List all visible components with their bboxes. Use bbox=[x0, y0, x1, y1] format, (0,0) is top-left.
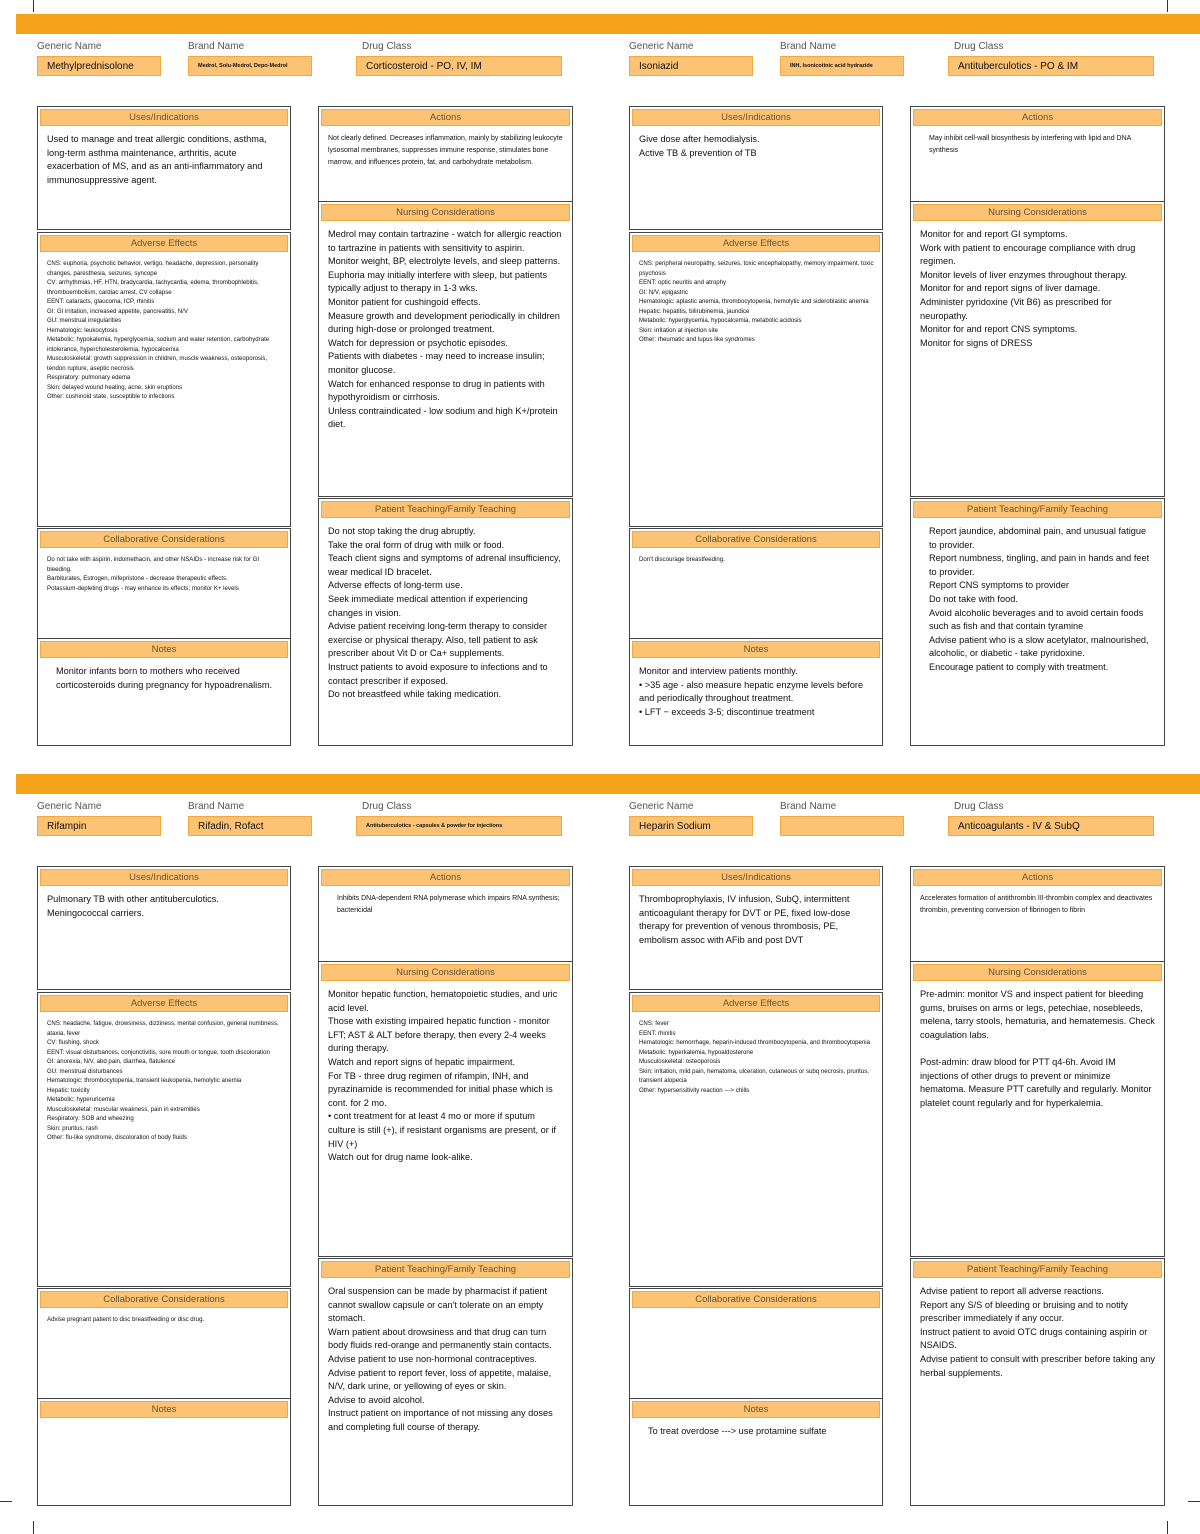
teaching-line: Instruct patients to avoid exposure to infections and to contact prescriber if exposed. bbox=[328, 661, 548, 686]
crop-mark bbox=[33, 1521, 34, 1534]
teaching-line: Do not take with food. bbox=[929, 593, 1018, 604]
class-label: Drug Class bbox=[362, 801, 412, 812]
nursing-line: Watch for depression or psychotic episodes. bbox=[328, 337, 508, 348]
brand-label: Brand Name bbox=[780, 801, 837, 812]
teaching-line: Instruct patient to avoid OTC drugs containing aspirin or NSAIDS. bbox=[920, 1326, 1148, 1351]
actions-heading: Actions bbox=[321, 869, 570, 886]
nursing-body bbox=[319, 221, 572, 432]
adverse-line: GI: GI irritation, increased appetite, pancreatitis, N/V bbox=[47, 307, 188, 315]
notes-section bbox=[37, 1398, 291, 1506]
collab-line: Potassium-depleting drugs - may enhance its effects; monitor K+ levels bbox=[47, 584, 239, 592]
adverse-line: Hematologic: hemorrhage, heparin-induced thrombocytopenia, and thrombocytopenia bbox=[639, 1039, 871, 1046]
adverse-heading: Adverse Effects bbox=[632, 995, 880, 1012]
actions-section bbox=[318, 106, 573, 206]
teaching-line: Report CNS symptoms to provider bbox=[929, 580, 1069, 591]
drug-card bbox=[16, 774, 608, 1522]
notes-line: • LFT − exceeds 3-5; discontinue treatment bbox=[639, 706, 815, 717]
teaching-line: Report numbness, tingling, and pain in hands and feet to provider. bbox=[929, 553, 1150, 577]
card-header-bar bbox=[608, 774, 1200, 794]
adverse-line: Hematologic: aplastic anemia, thrombocytopenia, hemolytic and sideroblastic anemia bbox=[639, 298, 869, 305]
nursing-line: Pre-admin: monitor VS and inspect patient for bleeding gums, bruises on arms or legs, petechiae, nosebleeds, melena, tarry stools, hematuria, and hematemesis. Check coagulation labs. bbox=[920, 989, 1155, 1040]
uses-line: Meningococcal carriers. bbox=[47, 907, 145, 918]
adverse-line: GU: menstrual irregularities bbox=[47, 317, 122, 324]
teaching-heading: Patient Teaching/Family Teaching bbox=[913, 1261, 1162, 1278]
nursing-body bbox=[911, 981, 1164, 1110]
collab-section bbox=[37, 1288, 291, 1404]
teaching-heading: Patient Teaching/Family Teaching bbox=[913, 501, 1162, 518]
adverse-section bbox=[37, 232, 291, 527]
nursing-line: Medrol may contain tartrazine - watch for allergic reaction to tartrazine in patients with sensitivity to aspirin. bbox=[328, 229, 562, 253]
teaching-heading: Patient Teaching/Family Teaching bbox=[321, 501, 570, 518]
teaching-body bbox=[911, 518, 1164, 675]
adverse-line: EENT: rhinitis bbox=[639, 1029, 676, 1037]
nursing-line: Measure growth and development periodically in children during high-dose or prolonged treatment. bbox=[328, 310, 560, 335]
teaching-line: Do not stop taking the drug abruptly. bbox=[328, 526, 476, 536]
adverse-line: EENT: visual disturbances, conjunctivitis, sore mouth or tongue, tooth discoloration bbox=[47, 1048, 270, 1056]
crop-mark bbox=[0, 1501, 12, 1502]
collab-line: Do not take with aspirin, indomethacin, and other NSAIDs - increase risk for GI bleeding. bbox=[47, 556, 260, 573]
nursing-line bbox=[920, 1042, 1156, 1056]
class-name-field: Corticosteroid - PO, IV, IM bbox=[356, 56, 562, 76]
generic-name-field: Rifampin bbox=[37, 816, 161, 836]
teaching-body bbox=[319, 518, 572, 702]
generic-label: Generic Name bbox=[629, 801, 694, 812]
card-header-bar bbox=[16, 14, 608, 34]
class-name-field: Antituberculotics - PO & IM bbox=[948, 56, 1154, 76]
teaching-line: Seek immediate medical attention if experiencing changes in vision. bbox=[328, 593, 528, 618]
actions-heading: Actions bbox=[321, 109, 570, 126]
adverse-line: Other: cushinoid state, susceptible to infections bbox=[47, 393, 175, 400]
actions-line: Inhibits DNA-dependent RNA polymerase which impairs RNA synthesis; bactericidal bbox=[337, 895, 560, 915]
adverse-line: Skin: delayed wound healing, acne, skin eruptions bbox=[47, 383, 183, 391]
collab-line: Barbiturates, Estrogen, mifepristone - decrease therapeutic effects. bbox=[47, 575, 228, 582]
actions-heading: Actions bbox=[913, 109, 1162, 126]
uses-body bbox=[630, 126, 882, 160]
collab-body bbox=[38, 548, 290, 593]
teaching-line: Advise to avoid alcohol. bbox=[328, 1394, 425, 1405]
drug-card bbox=[608, 14, 1200, 762]
nursing-line: Monitor levels of liver enzymes throughout therapy. bbox=[920, 269, 1128, 280]
actions-body bbox=[319, 886, 572, 917]
adverse-section bbox=[37, 992, 291, 1287]
notes-section bbox=[37, 638, 291, 746]
generic-label: Generic Name bbox=[37, 41, 102, 52]
uses-line: Give dose after hemodialysis. bbox=[639, 134, 760, 144]
collab-line: Don't discourage breastfeeding. bbox=[639, 556, 725, 563]
actions-body bbox=[911, 886, 1164, 917]
adverse-line: Respiratory: SOB and wheezing bbox=[47, 1115, 134, 1122]
collab-heading: Collaborative Considerations bbox=[632, 1291, 880, 1308]
adverse-line: Other: rheumatic and lupus like syndromes bbox=[639, 336, 755, 343]
adverse-line: Hepatic: toxicity bbox=[47, 1086, 90, 1094]
adverse-line: Other: flu-like syndrome, discoloration of body fluids bbox=[47, 1134, 187, 1141]
teaching-line: Warn patient about drowsiness and that drug can turn body fluids red-orange and permanently stain contacts. bbox=[328, 1326, 552, 1351]
collab-line: Advise pregnant patient to disc breastfeeding or disc drug. bbox=[47, 1316, 205, 1323]
teaching-line: Advise patient to report all adverse reactions. bbox=[920, 1286, 1104, 1296]
adverse-line: GI: anorexia, N/V, abd pain, diarrhea, flatulence bbox=[47, 1058, 176, 1065]
adverse-line: Respiratory: pulmonary edema bbox=[47, 374, 131, 381]
nursing-line: Watch and report signs of hepatic impairment. bbox=[328, 1056, 516, 1067]
nursing-line: Monitor for and report CNS symptoms. bbox=[920, 324, 1078, 335]
nursing-line: Monitor for signs of DRESS bbox=[920, 337, 1033, 348]
adverse-heading: Adverse Effects bbox=[632, 235, 880, 252]
adverse-line: CNS: euphoria, psychotic behavior, vertigo, headache, depression, personality changes, paresthesia, seizures, syncope bbox=[47, 260, 259, 277]
adverse-line: CNS: fever bbox=[639, 1020, 669, 1027]
teaching-line: Advise patient to report fever, loss of appetite, malaise, N/V, dark urine, or yellowing of eyes or skin. bbox=[328, 1367, 552, 1392]
collab-heading: Collaborative Considerations bbox=[40, 1291, 288, 1308]
notes-body bbox=[38, 658, 290, 692]
adverse-line: Metabolic: hypokalemia, hyperglycemia, sodium and water retention, carbohydrate intolerance, hypercholesterolemia, hypocalcemia bbox=[47, 336, 270, 353]
collab-section bbox=[629, 1288, 883, 1404]
nursing-body bbox=[911, 221, 1164, 350]
adverse-section bbox=[629, 232, 883, 527]
brand-name-field: Medrol, Solu-Medrol, Depo-Medrol bbox=[188, 56, 312, 76]
collab-body bbox=[38, 1308, 290, 1325]
nursing-heading: Nursing Considerations bbox=[321, 204, 570, 221]
nursing-section bbox=[318, 201, 573, 497]
actions-section bbox=[910, 106, 1165, 206]
class-label: Drug Class bbox=[954, 41, 1004, 52]
class-label: Drug Class bbox=[954, 801, 1004, 812]
nursing-heading: Nursing Considerations bbox=[913, 204, 1162, 221]
teaching-heading: Patient Teaching/Family Teaching bbox=[321, 1261, 570, 1278]
collab-section bbox=[37, 528, 291, 644]
actions-line: Accelerates formation of antithrombin III-thrombin complex and deactivates thrombin, preventing conversion of fibrinogen to fibrin bbox=[920, 895, 1153, 915]
actions-section bbox=[318, 866, 573, 966]
notes-heading: Notes bbox=[632, 641, 880, 658]
nursing-line: Monitor hepatic function, hematopoietic studies, and uric acid level. bbox=[328, 989, 558, 1013]
teaching-line: Adverse effects of long-term use. bbox=[328, 580, 463, 591]
nursing-section bbox=[318, 961, 573, 1257]
nursing-heading: Nursing Considerations bbox=[913, 964, 1162, 981]
nursing-line: Monitor for and report GI symptoms. bbox=[920, 229, 1068, 239]
adverse-line: Metabolic: hyperkalemia, hypoaldosterone bbox=[639, 1048, 754, 1056]
uses-body bbox=[38, 126, 290, 187]
brand-label: Brand Name bbox=[780, 41, 837, 52]
adverse-line: EENT: cataracts, glaucoma, ICP, rhinitis bbox=[47, 298, 155, 305]
collab-section bbox=[629, 528, 883, 644]
adverse-line: Skin: irritation, mild pain, hematoma, ulceration, cutaneous or subq necrosis, pruritus, transient alopecia bbox=[639, 1067, 869, 1084]
adverse-line: CNS: peripheral neuropathy, seizures, toxic encephalopathy, memory impairment, toxic psychosis bbox=[639, 260, 874, 277]
brand-name-field bbox=[780, 816, 904, 836]
generic-name-field: Heparin Sodium bbox=[629, 816, 753, 836]
class-label: Drug Class bbox=[362, 41, 412, 52]
nursing-line: Administer pyridoxine (Vit B6) as prescribed for neuropathy. bbox=[920, 296, 1112, 321]
notes-line: Monitor infants born to mothers who received corticosteroids during pregnancy for hypoadrenalism. bbox=[56, 666, 273, 690]
notes-body bbox=[630, 1418, 882, 1439]
teaching-line: Advise patient who is a slow acetylator, malnourished, alcoholic, or diabetic - take pyridoxine. bbox=[929, 634, 1149, 659]
notes-heading: Notes bbox=[40, 1401, 288, 1418]
uses-heading: Uses/Indications bbox=[40, 869, 288, 886]
crop-mark bbox=[1167, 0, 1168, 12]
uses-line: Thromboprophylaxis, IV infusion, SubQ, intermittent anticoagulant therapy for DVT or PE, fixed low-dose therapy for prevention of venous thrombosis, PE, embolism assoc with AFib and post DVT bbox=[639, 894, 851, 945]
teaching-line: Advise patient to consult with prescriber before taking any herbal supplements. bbox=[920, 1353, 1155, 1378]
adverse-line: CNS: headache, fatigue, drowsiness, dizziness, mental confusion, general numbness, ataxia, fever bbox=[47, 1020, 279, 1037]
uses-body bbox=[630, 886, 882, 947]
adverse-line: Metabolic: hyperuricemia bbox=[47, 1096, 115, 1103]
adverse-body bbox=[630, 252, 882, 345]
adverse-line: Metabolic: hyperglycemia, hypocalcemia, metabolic acidosis bbox=[639, 317, 802, 324]
notes-line: Monitor and interview patients monthly. bbox=[639, 666, 798, 676]
collab-heading: Collaborative Considerations bbox=[632, 531, 880, 548]
uses-body bbox=[38, 886, 290, 920]
nursing-line: Watch for enhanced response to drug in patients with hypothyroidism or cirrhosis. bbox=[328, 378, 545, 403]
drug-card bbox=[16, 14, 608, 762]
nursing-heading: Nursing Considerations bbox=[321, 964, 570, 981]
nursing-section bbox=[910, 961, 1165, 1257]
notes-body bbox=[630, 658, 882, 719]
nursing-body bbox=[319, 981, 572, 1165]
teaching-body bbox=[319, 1278, 572, 1435]
generic-name-field: Methylprednisolone bbox=[37, 56, 161, 76]
actions-heading: Actions bbox=[913, 869, 1162, 886]
teaching-line: Report jaundice, abdominal pain, and unusual fatigue to provider. bbox=[929, 526, 1147, 550]
brand-name-field: Rifadin, Rofact bbox=[188, 816, 312, 836]
adverse-line: Hepatic: hepatitis, bilirubinemia, jaundice bbox=[639, 307, 750, 315]
actions-section bbox=[910, 866, 1165, 966]
nursing-section bbox=[910, 201, 1165, 497]
teaching-section bbox=[318, 1258, 573, 1506]
teaching-line: Avoid alcoholic beverages and to avoid certain foods such as fish and that contain tyramine bbox=[929, 607, 1144, 632]
actions-body bbox=[319, 126, 572, 170]
class-name-field: Antituberculotics - capsules & powder for injections bbox=[356, 816, 562, 836]
adverse-body bbox=[38, 1012, 290, 1143]
teaching-line: Report any S/S of bleeding or bruising and to notify prescriber immediately if any occur. bbox=[920, 1299, 1128, 1324]
generic-name-field: Isoniazid bbox=[629, 56, 753, 76]
adverse-body bbox=[630, 1012, 882, 1095]
teaching-section bbox=[910, 498, 1165, 746]
adverse-line: GI: N/V, epigastric bbox=[639, 288, 688, 296]
adverse-heading: Adverse Effects bbox=[40, 995, 288, 1012]
nursing-line: Watch out for drug name look-alike. bbox=[328, 1152, 473, 1163]
teaching-line: Encourage patient to comply with treatment. bbox=[929, 661, 1109, 672]
notes-body bbox=[38, 1418, 290, 1425]
adverse-line: Skin: irritation at injection site bbox=[639, 326, 718, 334]
nursing-line: Monitor for and report signs of liver damage. bbox=[920, 283, 1101, 294]
uses-heading: Uses/Indications bbox=[40, 109, 288, 126]
teaching-body bbox=[911, 1278, 1164, 1380]
nursing-line: Monitor weight, BP, electrolyte levels, and sleep patterns. Euphoria may initially interfere with sleep, but patients typically adjust to therapy in 1-3 wks. bbox=[328, 256, 561, 294]
adverse-line: EENT: optic neuritis and atrophy bbox=[639, 279, 727, 286]
class-name-field: Anticoagulants - IV & SubQ bbox=[948, 816, 1154, 836]
brand-label: Brand Name bbox=[188, 41, 245, 52]
adverse-line: Other: hypersensitivity reaction ---> chills bbox=[639, 1086, 750, 1094]
uses-heading: Uses/Indications bbox=[632, 109, 880, 126]
crop-mark bbox=[1167, 1521, 1168, 1534]
notes-line: To treat overdose ---> use protamine sulfate bbox=[648, 1426, 827, 1436]
uses-heading: Uses/Indications bbox=[632, 869, 880, 886]
uses-section bbox=[629, 106, 883, 230]
adverse-line: CV: arrhythmias, HF, HTN, bradycardia, tachycardia, edema, thrombophlebitis, thromboembolism, cardiac arrest, CV collapse bbox=[47, 279, 259, 296]
nursing-line: Monitor patient for cushingoid effects. bbox=[328, 296, 481, 307]
actions-line: May inhibit cell-wall biosynthesis by interfering with lipid and DNA synthesis bbox=[929, 135, 1131, 155]
teaching-line: Advise patient to use non-hormonal contraceptives. bbox=[328, 1353, 537, 1364]
uses-section bbox=[629, 866, 883, 990]
uses-line: Active TB & prevention of TB bbox=[639, 147, 757, 158]
crop-mark bbox=[33, 0, 34, 12]
nursing-line: Those with existing impaired hepatic function - monitor LFT; AST & ALT before therapy, then every 2-4 weeks during therapy. bbox=[328, 1016, 550, 1054]
actions-body bbox=[911, 126, 1164, 157]
drug-card bbox=[608, 774, 1200, 1522]
adverse-heading: Adverse Effects bbox=[40, 235, 288, 252]
adverse-section bbox=[629, 992, 883, 1287]
adverse-body bbox=[38, 252, 290, 402]
collab-body bbox=[630, 548, 882, 565]
teaching-line: Do not breastfeed while taking medication. bbox=[328, 689, 502, 700]
collab-body bbox=[630, 1308, 882, 1315]
actions-line: Not clearly defined. Decreases inflammation, mainly by stabilizing leukocyte lysosomal membranes, suppresses immune response, stimulates bone marrow, and influences protein, fat, and carbohydrate metabolism. bbox=[328, 135, 563, 167]
adverse-line: Skin: pruritus, rash bbox=[47, 1124, 98, 1132]
notes-heading: Notes bbox=[632, 1401, 880, 1418]
adverse-line: Hematologic: thrombocytopenia, transient leukopenia, hemolytic anemia bbox=[47, 1077, 242, 1084]
teaching-section bbox=[318, 498, 573, 746]
adverse-line: GU: menstrual disturbances bbox=[47, 1067, 123, 1075]
teaching-line: Take the oral form of drug with milk or food. bbox=[328, 539, 505, 550]
nursing-line: • cont treatment for at least 4 mo or more if sputum culture is still (+), if resistant organisms are present, or if HIV (+) bbox=[328, 1111, 556, 1149]
uses-section bbox=[37, 866, 291, 990]
nursing-line: Unless contraindicated - low sodium and high K+/protein diet. bbox=[328, 405, 558, 430]
nursing-line: For TB - three drug regimen of rifampin, INH, and pyrazinamide is recommended for initial phase which is cont. for 2 mo. bbox=[328, 1070, 553, 1108]
teaching-line: Teach client signs and symptoms of adrenal insufficiency, wear medical ID bracelet. bbox=[328, 553, 561, 577]
notes-line: • >35 age - also measure hepatic enzyme levels before and periodically throughout treatment. bbox=[639, 679, 864, 704]
teaching-section bbox=[910, 1258, 1165, 1506]
adverse-line: Musculoskeletal: osteoporosis bbox=[639, 1058, 721, 1065]
teaching-line: Advise patient receiving long-term therapy to consider exercise or physical therapy. Also, tell patient to ask prescriber about Vit D or Ca+ supplements. bbox=[328, 621, 548, 659]
uses-line: Pulmonary TB with other antituberculotics. bbox=[47, 894, 219, 904]
uses-line: Used to manage and treat allergic conditions, asthma, long-term asthma maintenance, arthritis, acute exacerbation of MS, and as an anti-inflammatory and immunosuppressive agent. bbox=[47, 134, 267, 185]
brand-label: Brand Name bbox=[188, 801, 245, 812]
generic-label: Generic Name bbox=[37, 801, 102, 812]
generic-label: Generic Name bbox=[629, 41, 694, 52]
brand-name-field: INH, Isonicotinic acid hydrazide bbox=[780, 56, 904, 76]
notes-section bbox=[629, 638, 883, 746]
adverse-line: Musculoskeletal: muscular weakness, pain in extremities bbox=[47, 1105, 200, 1113]
nursing-line: Post-admin: draw blood for PTT q4-6h. Avoid IM injections of other drugs to prevent or minimize hematoma. Measure PTT carefully and regularly. Monitor platelet count regularly and for hyperkalemia. bbox=[920, 1056, 1152, 1108]
nursing-line: Patients with diabetes - may need to increase insulin; monitor glucose. bbox=[328, 351, 545, 375]
notes-heading: Notes bbox=[40, 641, 288, 658]
adverse-line: Musculoskeletal: growth suppression in children, muscle weakness, osteoporosis, tendon rupture, aseptic necrosis bbox=[47, 355, 268, 372]
uses-section bbox=[37, 106, 291, 230]
collab-heading: Collaborative Considerations bbox=[40, 531, 288, 548]
adverse-line: CV: flushing, shock bbox=[47, 1039, 99, 1046]
notes-section bbox=[629, 1398, 883, 1506]
teaching-line: Oral suspension can be made by pharmacist if patient cannot swallow capsule or can't tolerate on an empty stomach. bbox=[328, 1286, 548, 1324]
card-header-bar bbox=[16, 774, 608, 794]
nursing-line: Work with patient to encourage compliance with drug regimen. bbox=[920, 242, 1136, 267]
card-header-bar bbox=[608, 14, 1200, 34]
teaching-line: Instruct patient on importance of not missing any doses and completing full course of therapy. bbox=[328, 1408, 553, 1432]
adverse-line: Hematologic: leukocytosis bbox=[47, 326, 118, 334]
